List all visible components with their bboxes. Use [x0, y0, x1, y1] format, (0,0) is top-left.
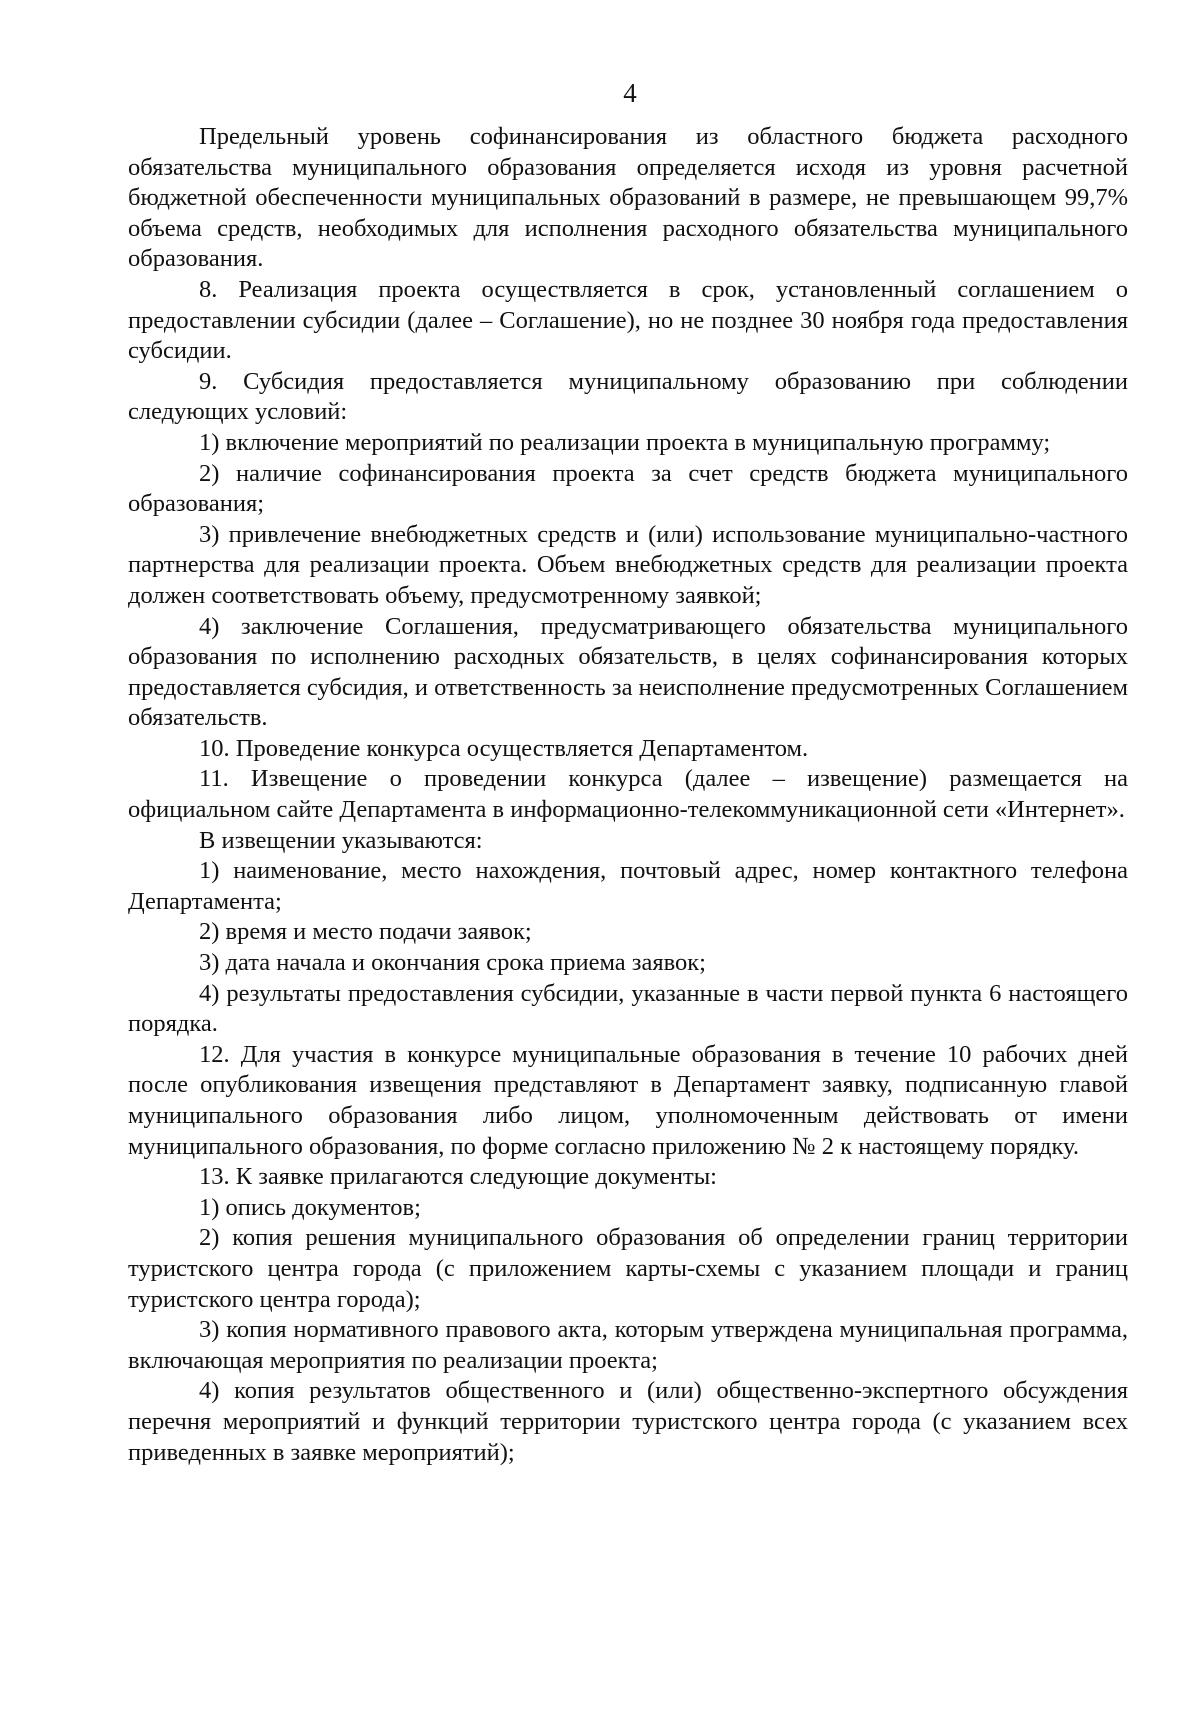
paragraph: 13. К заявке прилагаются следующие документы: [199, 1163, 717, 1191]
list-item: 1) включение мероприятий по реализации проекта в муниципальную программу; [199, 428, 1051, 456]
document-body [128, 122, 1128, 1468]
page-number: 4 [623, 78, 637, 108]
list-item: 4) заключение Соглашения, предусматривающего обязательства муниципального образования по исполнению расходных обязательств, в целях софинансирования которых предоставляется субсидия, и ответственность за неисполнение предусмотренных Соглашением обязательств. [128, 612, 1129, 732]
paragraph: В извещении указываются: [199, 826, 483, 854]
list-item: 2) копия решения муниципального образования об определении границ территории туристского центра города (с приложением карты-схемы с указанием площади и границ туристского центра города); [128, 1224, 1128, 1313]
list-item: 4) копия результатов общественного и (или) общественно-экспертного обсуждения перечня мероприятий и функций территории туристского центра города (с указанием всех приведенных в заявке мероприятий); [128, 1377, 1128, 1466]
list-item: 1) наименование, место нахождения, почтовый адрес, номер контактного телефона Департамента; [128, 857, 1128, 915]
list-item: 3) привлечение внебюджетных средств и (или) использование муниципально-частного партнерства для реализации проекта. Объем внебюджетных средств для реализации проекта должен соответствовать объему, предусмотренному заявкой; [128, 520, 1128, 609]
paragraph: 11. Извещение о проведении конкурса (далее – извещение) размещается на официальном сайте Департамента в информационно-телекоммуникационной сети «Интернет». [128, 765, 1128, 824]
list-item: 2) время и место подачи заявок; [199, 918, 532, 946]
paragraph: Предельный уровень софинансирования из областного бюджета расходного обязательства муниципального образования определяется исходя из уровня расчетной бюджетной обеспеченности муниципальных образований в размере, не превышающем 99,7% объема средств, необходимых для исполнения расходного обязательства муниципального образования. [128, 123, 1128, 273]
paragraph: 10. Проведение конкурса осуществляется Департаментом. [199, 734, 809, 762]
paragraph: 9. Субсидия предоставляется муниципальному образованию при соблюдении следующих условий: [128, 367, 1128, 426]
list-item: 3) дата начала и окончания срока приема заявок; [199, 949, 706, 977]
paragraph: 12. Для участия в конкурсе муниципальные образования в течение 10 рабочих дней после опубликования извещения представляют в Департамент заявку, подписанную главой муниципального образования либо лицом, уполномоченным действовать от имени муниципального образования, по форме согласно приложению № 2 к настоящему порядку. [128, 1040, 1128, 1160]
paragraph: 8. Реализация проекта осуществляется в срок, установленный соглашением о предоставлении субсидии (далее – Соглашение), но не позднее 30 ноября года предоставления субсидии. [128, 275, 1128, 365]
list-item: 2) наличие софинансирования проекта за счет средств бюджета муниципального образования; [128, 459, 1128, 518]
list-item: 1) опись документов; [199, 1193, 421, 1221]
list-item: 4) результаты предоставления субсидии, указанные в части первой пункта 6 настоящего порядка. [128, 979, 1128, 1038]
list-item: 3) копия нормативного правового акта, которым утверждена муниципальная программа, включающая мероприятия по реализации проекта; [128, 1316, 1128, 1374]
